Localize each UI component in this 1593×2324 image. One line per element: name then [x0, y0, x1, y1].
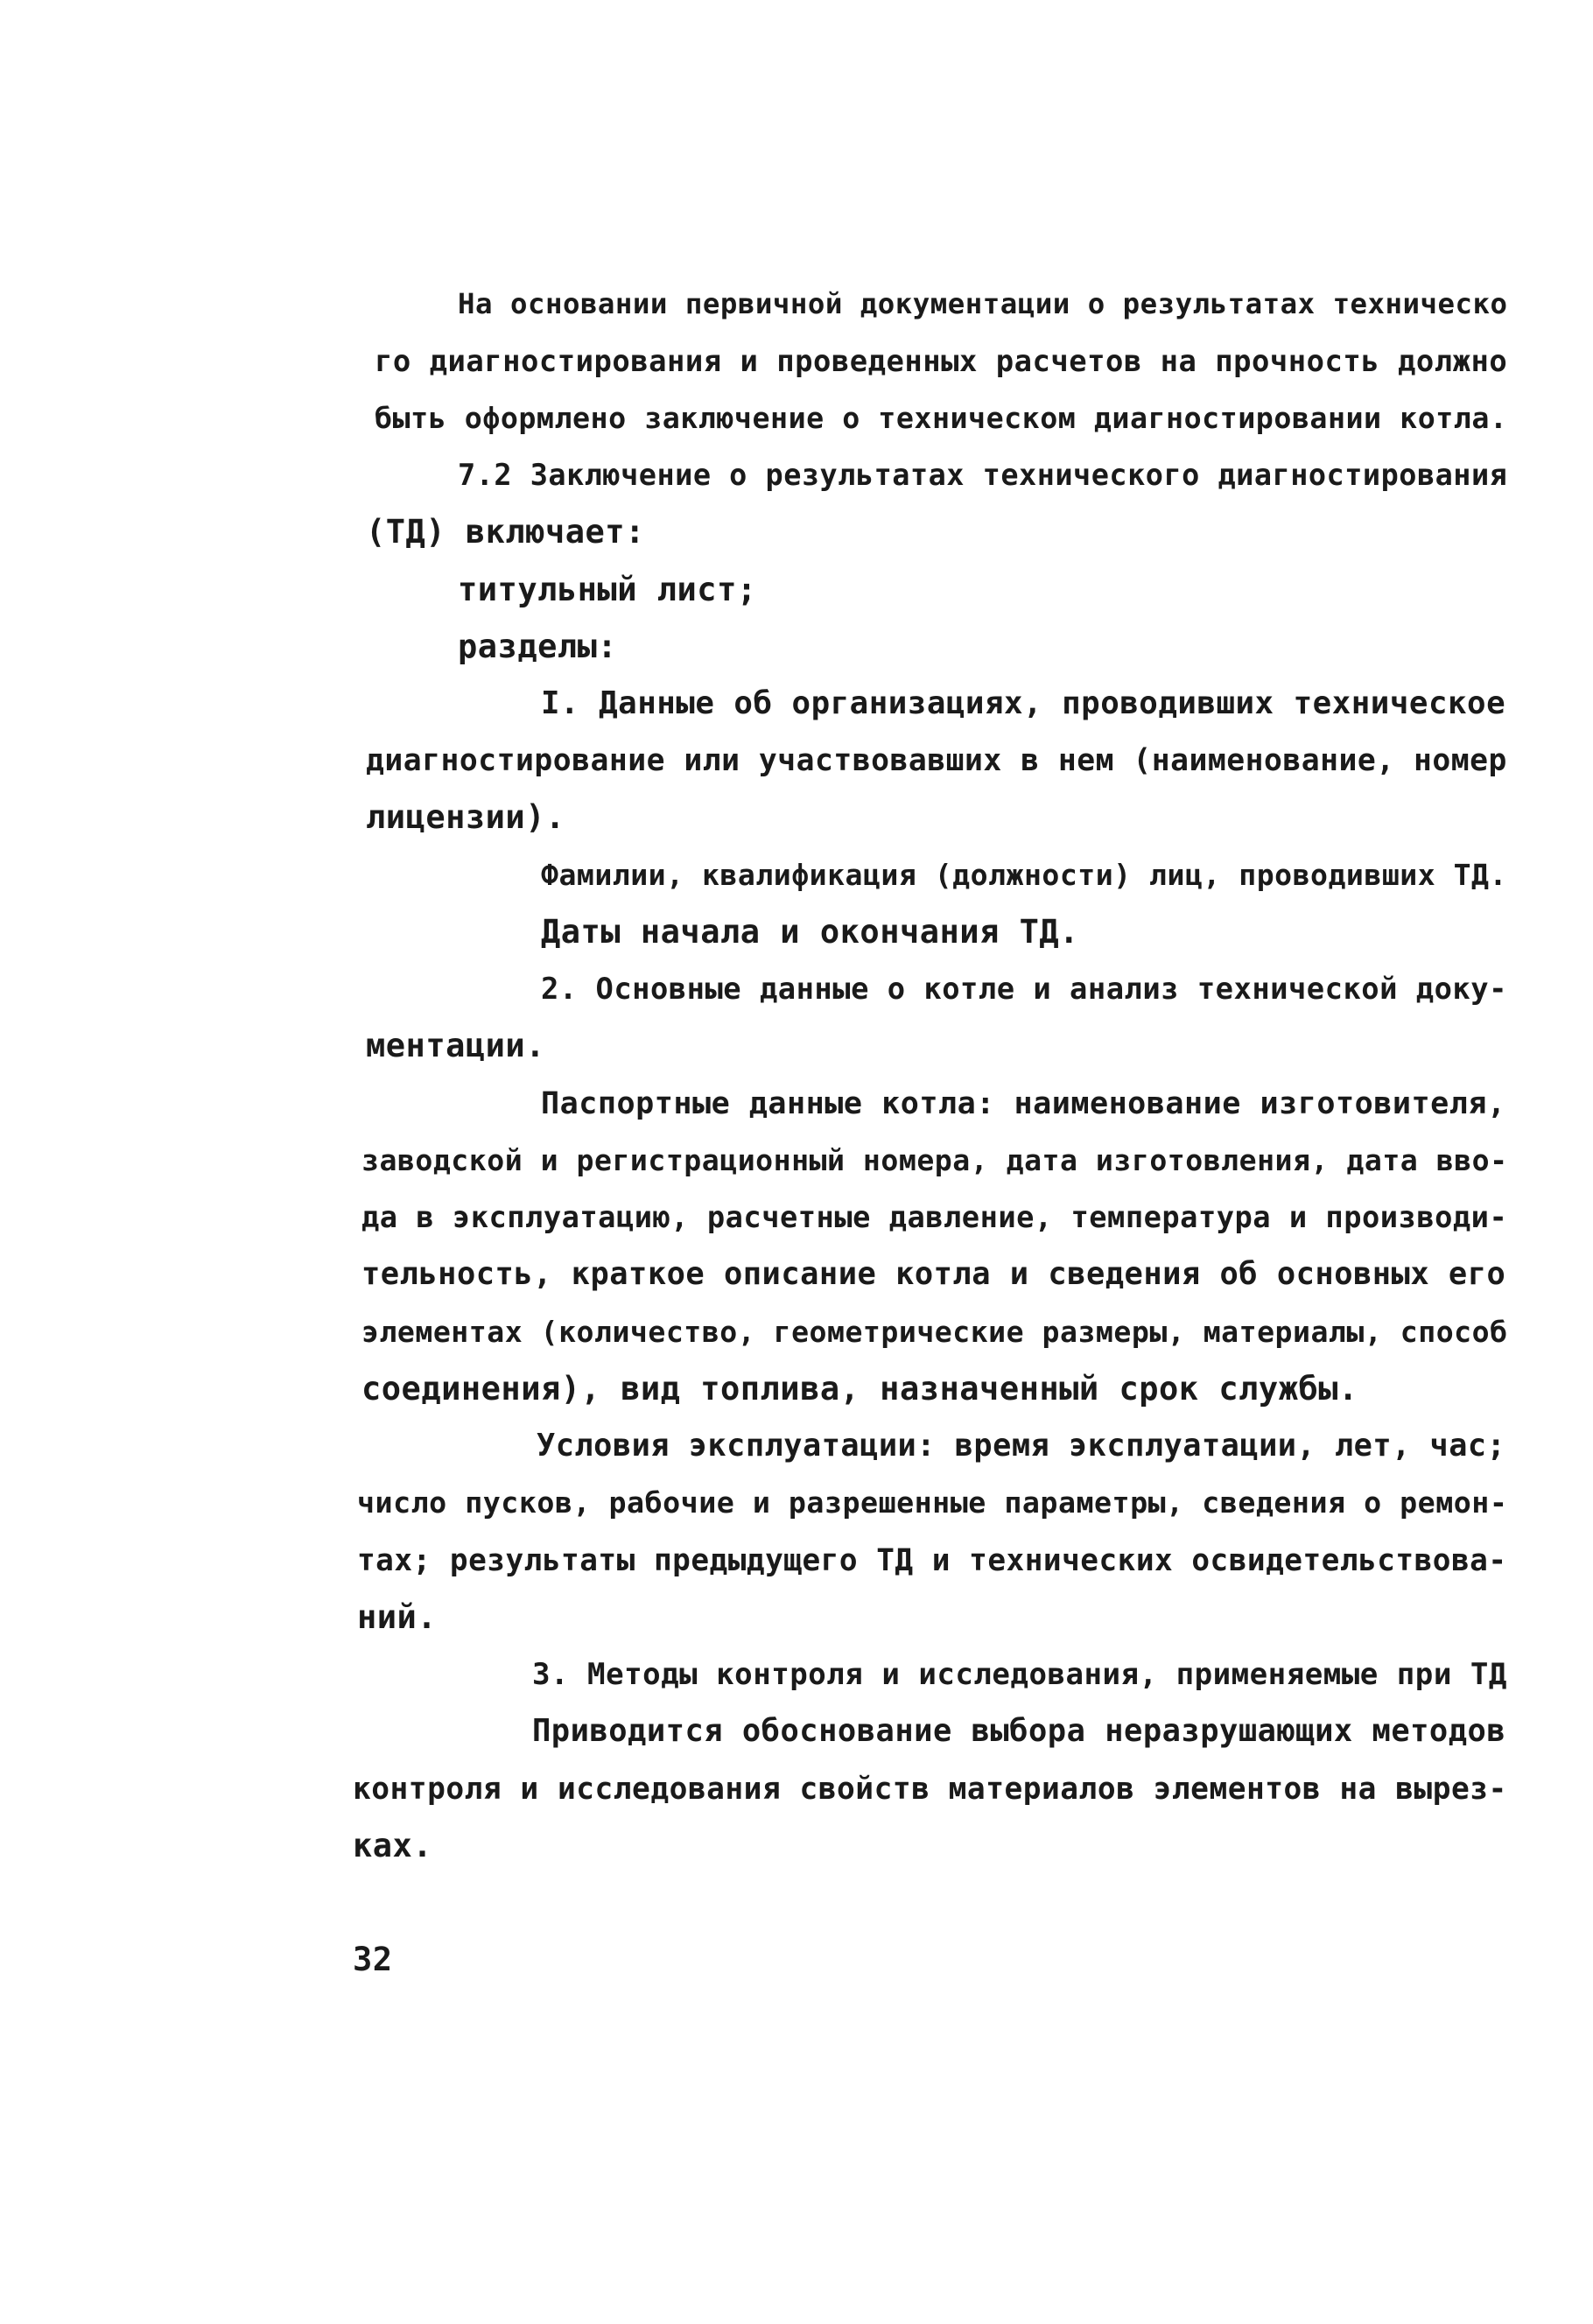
paragraph-line: число пусков, рабочие и разрешенные параметры, сведения о ремон- [357, 1485, 1508, 1520]
paragraph-line: контроля и исследования свойств материалов элементов на вырез- [353, 1772, 1507, 1807]
paragraph-line: ний. [357, 1598, 438, 1636]
paragraph-line: элементах (количество, геометрические размеры, материалы, способ [361, 1315, 1508, 1349]
page-number: 32 [353, 1941, 393, 1978]
paragraph-line: го диагностирования и проведенных расчетов на прочность должно [375, 344, 1508, 378]
paragraph-line: ментации. [366, 1027, 545, 1064]
paragraph-line: соединения), вид топлива, назначенный срок службы. [361, 1370, 1358, 1408]
paragraph-line: Даты начала и окончания ТД. [541, 913, 1079, 951]
paragraph-line: Приводится обоснование выбора неразрушающих методов [532, 1713, 1506, 1749]
paragraph-line: заводской и регистрационный номера, дата изготовления, дата вво- [361, 1143, 1508, 1177]
paragraph-line: Паспортные данные котла: наименование изготовителя, [541, 1085, 1506, 1121]
list-item: титульный лист; [458, 571, 757, 608]
paragraph-line: диагностирование или участвовавших в нем (наименование, номер [366, 743, 1507, 778]
paragraph-line: (ТД) включает: [366, 513, 645, 551]
paragraph-line: лицензии). [366, 798, 565, 836]
paragraph-line: тельность, краткое описание котла и сведения об основных его [361, 1256, 1506, 1292]
paragraph-line: Фамилии, квалификация (должности) лиц, проводивших ТД. [541, 858, 1507, 892]
paragraph-line: На основании первичной документации о результатах техническо [458, 287, 1508, 320]
section-heading: I. Данные об организациях, проводивших техническое [541, 685, 1506, 721]
paragraph-line: тах; результаты предыдущего ТД и технических освидетельствова- [357, 1543, 1507, 1578]
paragraph-line: быть оформлено заключение о техническом диагностировании котла. [375, 401, 1508, 435]
list-item: разделы: [458, 628, 618, 665]
section-heading: 3. Методы контроля и исследования, применяемые при ТД [532, 1657, 1507, 1692]
paragraph-line: ках. [353, 1827, 433, 1864]
paragraph-line: Условия эксплуатации: время эксплуатации, лет, час; [537, 1428, 1506, 1464]
section-heading: 2. Основные данные о котле и анализ технической доку- [541, 972, 1507, 1006]
section-heading: 7.2 Заключение о результатах технического диагностирования [458, 458, 1508, 492]
paragraph-line: да в эксплуатацию, расчетные давление, температура и производи- [361, 1200, 1508, 1234]
